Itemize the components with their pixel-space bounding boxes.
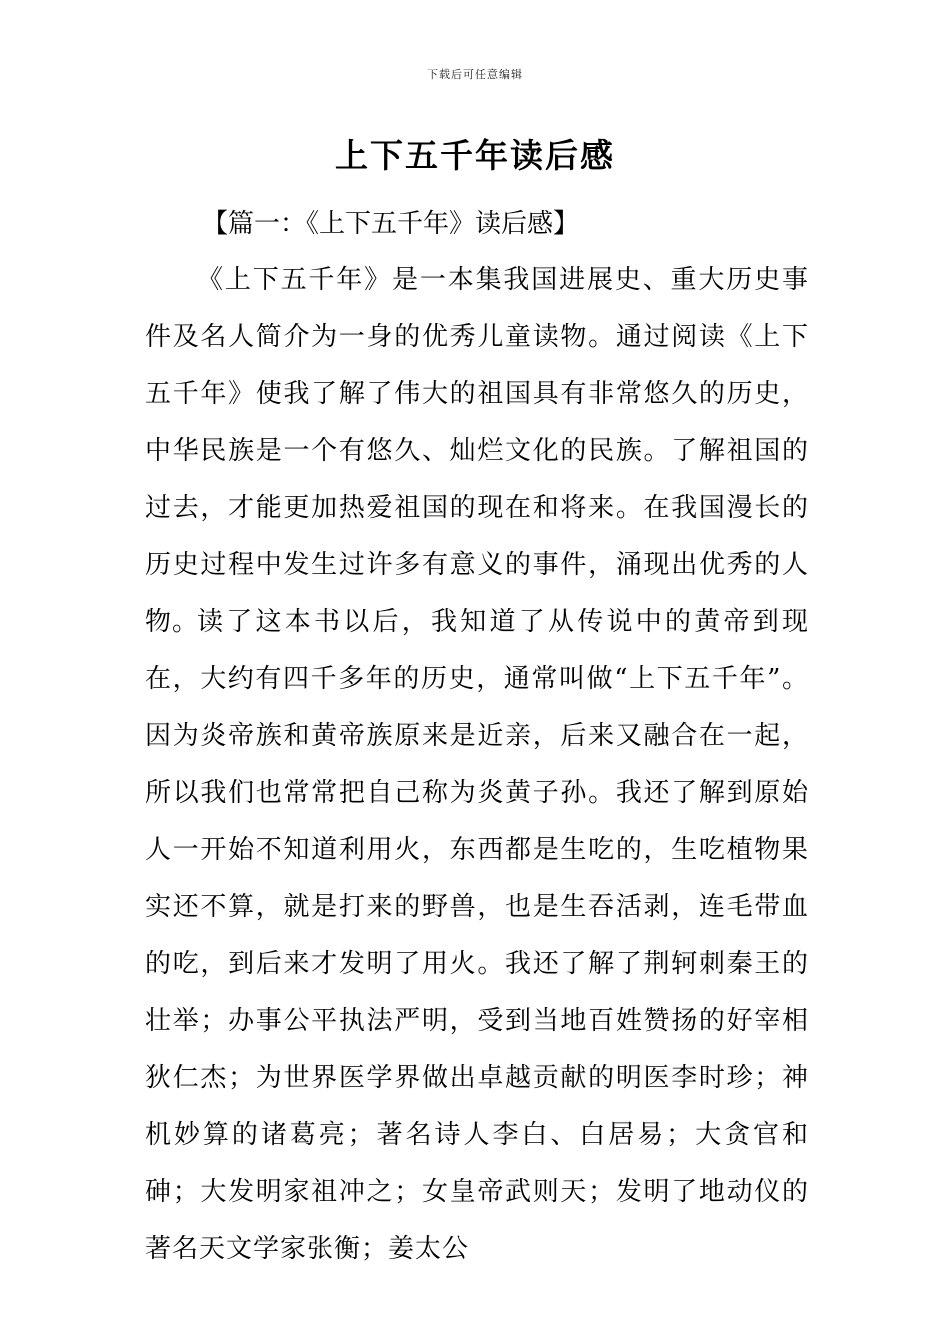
document-title: 上下五千年读后感 xyxy=(335,136,615,175)
section-heading: 【篇一：《上下五千年》读后感】 xyxy=(202,209,580,239)
paragraph: 读了这本书以后，我知道了从传说中的黄帝到现在，大约有四千多年的历史，通常叫做“上下五千年”。因为炎帝族和黄帝族原来是近亲，后来又融合在一起，所以我们也常常把自己称为炎黄子孙。我还了解到原始人一开始不知道利用火，东西都是生吃的，生吃植物果实还不算，就是打来的野兽，也是生吞活剥，连毛带血的吃，到后来才发明了用火。我还了解了荆轲刺秦王的壮举；办事公平执法严明，受到当地百姓赞扬的好宰相狄仁杰；为世界医学界做出卓越贡献的明医李时珍；神机妙算的诸葛亮；著名诗人李白、白居易；大贪官和砷；大发明家祖冲之；女皇帝武则天；发明了地动仪的著名天文学家张衡；姜太公 xyxy=(145,607,809,1264)
header-note: 下载后可任意编辑 xyxy=(427,68,523,81)
paragraph: 《上下五千年》是一本集我国进展史、重大历史事件及名人简介为一身的优秀儿童读物。通过阅读《上下五千年》使我了解了伟大的祖国具有非常悠久的历史，中华民族是一个有悠久、灿烂文化的民族。了解祖国的过去，才能更加热爱祖国的现在和将来。在我国漫长的历史过程中发生过许多有意义的事件，涌现出优秀的人物。 xyxy=(145,265,809,637)
